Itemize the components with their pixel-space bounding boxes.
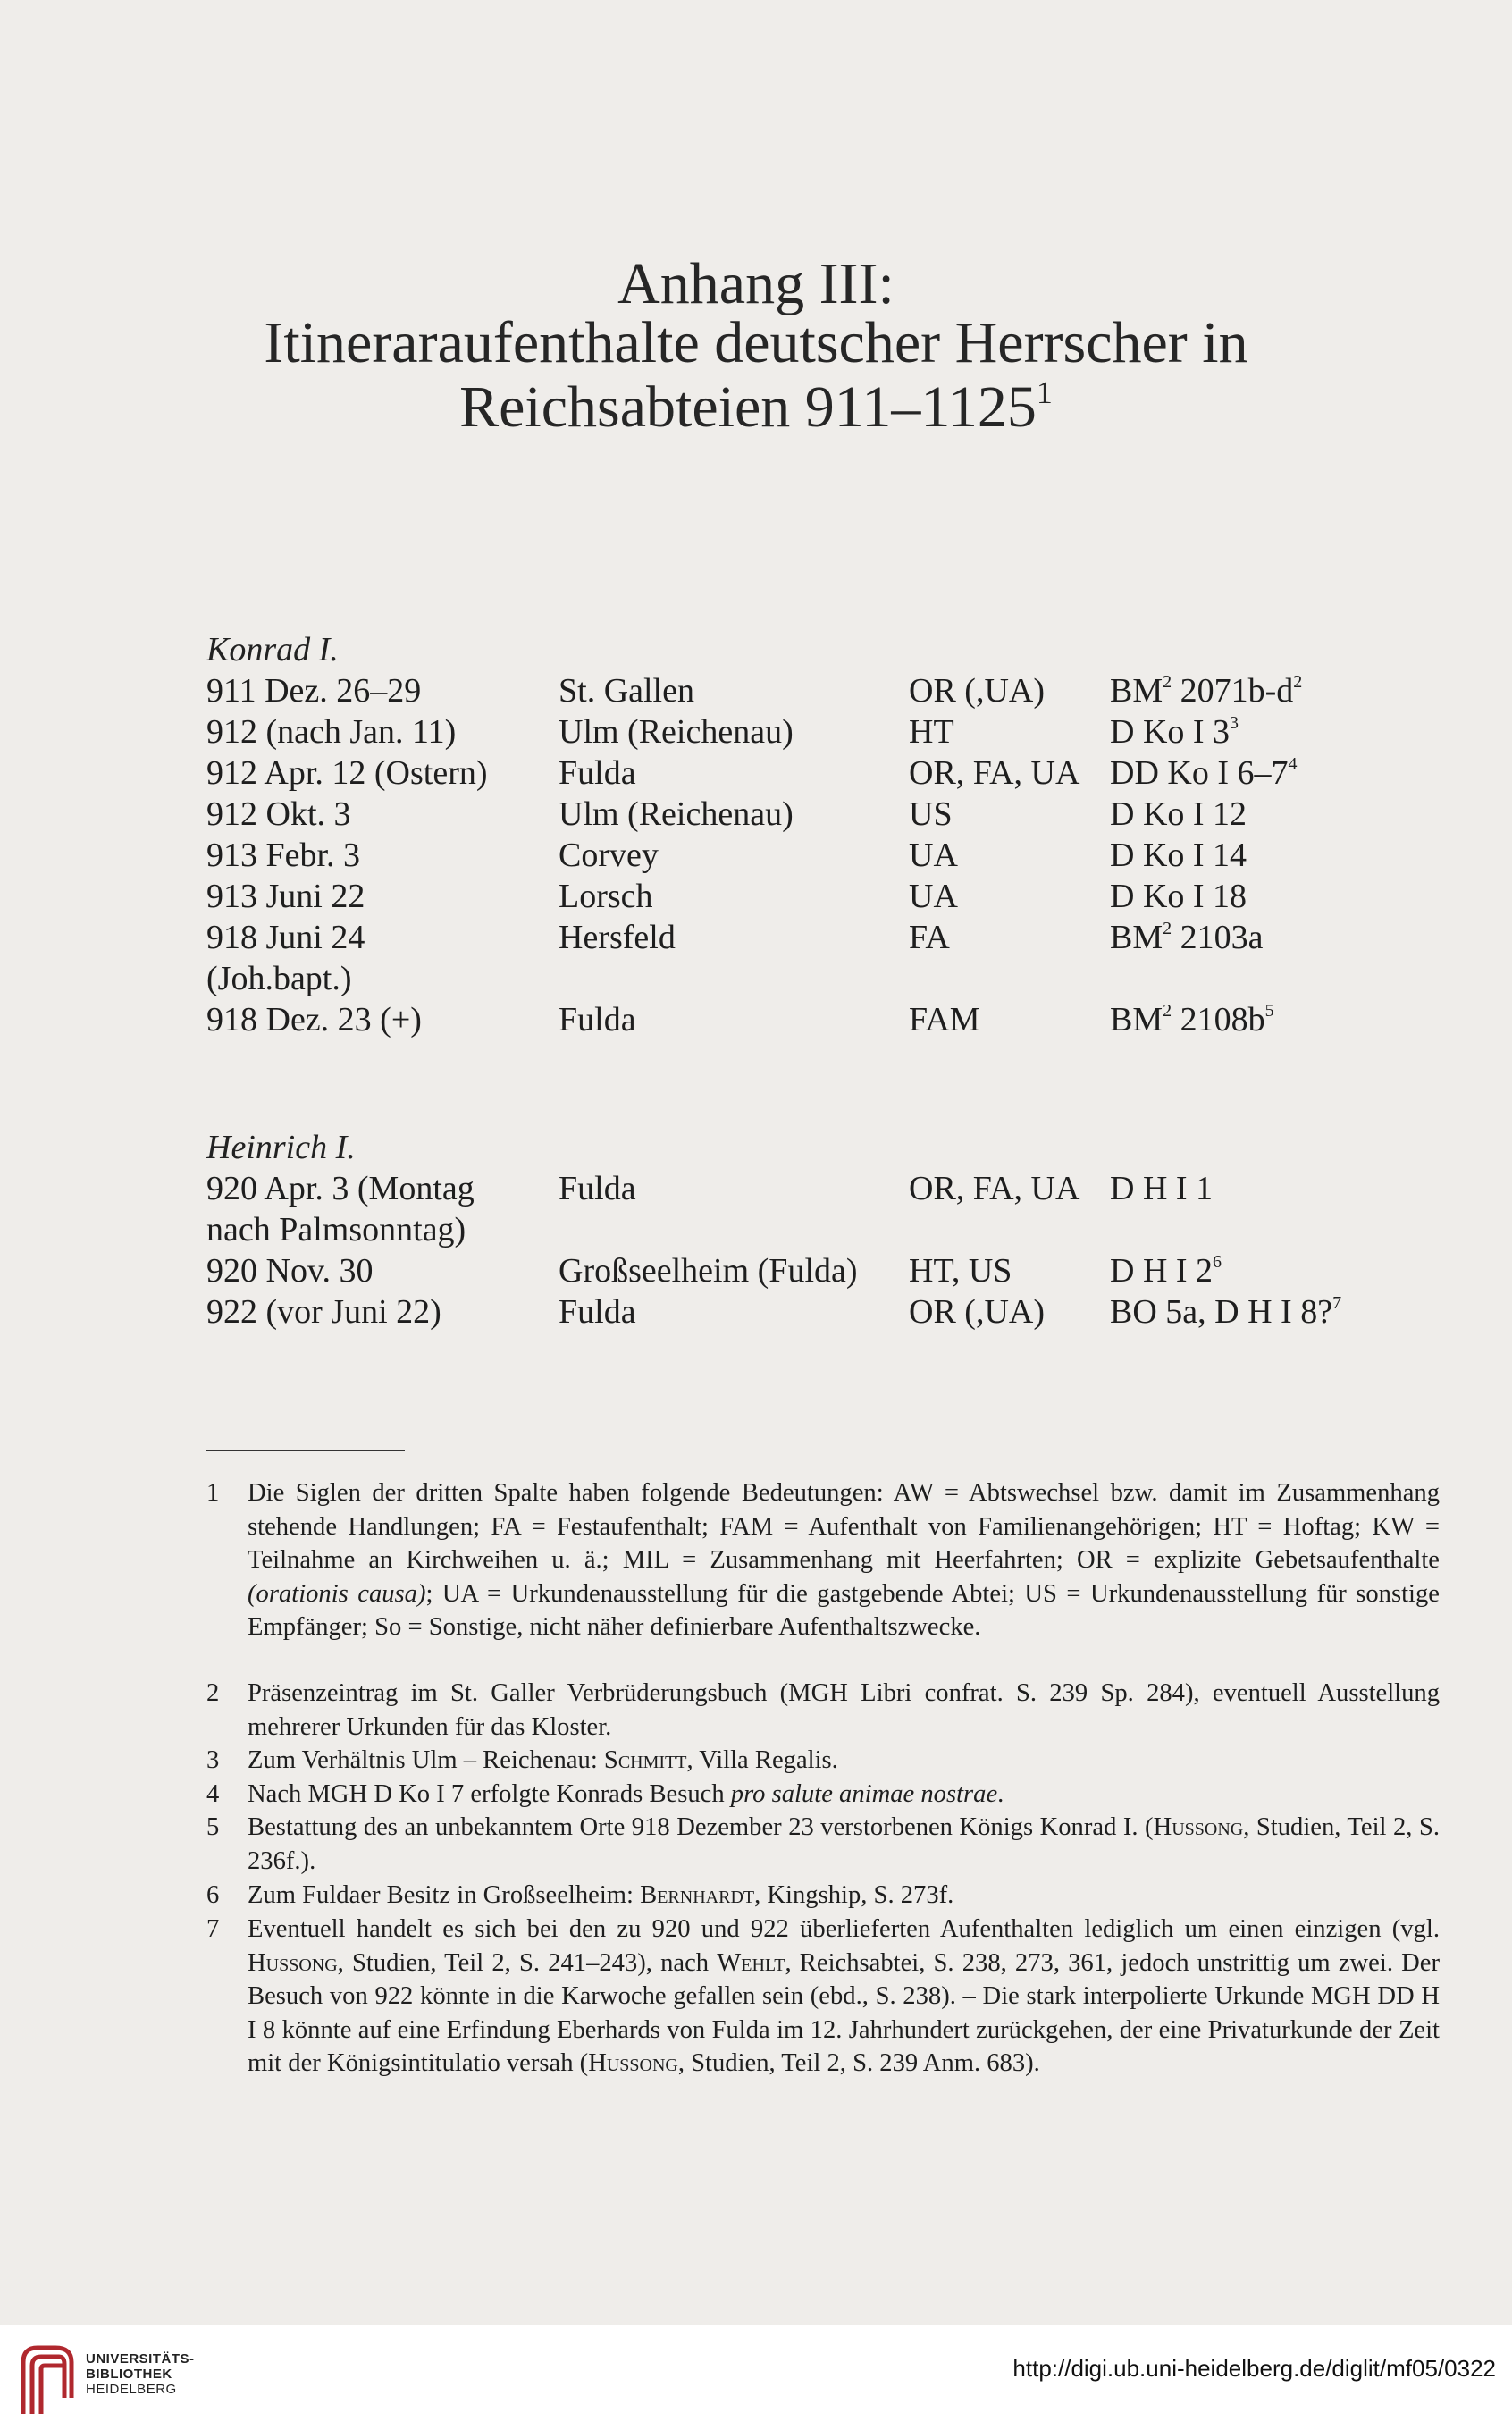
source-cell: D Ko I 14 <box>1110 837 1247 874</box>
library-footer <box>0 2325 1512 2430</box>
superscript: 2 <box>1163 919 1172 938</box>
table-row <box>206 1000 1413 1041</box>
page-title-line-3: Reichsabteien 911–1125$^1$ <box>459 374 1053 440</box>
footnote-text: Die Siglen der dritten Spalte haben folgende Bedeutungen: AW = Abtswechsel bzw. damit im Zusammenhang stehende Handlungen; FA = Festaufenthalt; FAM = Aufenthalt von Familienangehörigen; HT = Hoftag; KW = Teilnahme an Kirchweihen u. ä.; MIL = Zusammenhang mit Heerfahrten; OR = explizite Gebetsaufenthalte (orationis causa); UA = Urkundenausstellung für die gastgebende Abtei; US = Urkundenausstellung für sonstige Empfänger; So = Sonstige, nicht näher definierbare Aufenthaltszwecke. <box>248 1479 1440 1641</box>
table-row <box>206 1292 1413 1333</box>
footnote-number: 3 <box>206 1746 220 1774</box>
table-row <box>206 671 1413 712</box>
author-name: Bernhardt <box>640 1881 755 1909</box>
source-cell: $BM^2$ $2071b-d^2$ <box>1110 672 1303 710</box>
footnote-text: Zum Verhältnis Ulm – Reichenau: Schmitt, Villa Regalis. <box>248 1746 838 1774</box>
footnote-ref: 6 <box>1213 1252 1222 1272</box>
source-cell: BO 5a, D H I 8?$^7$ <box>1110 1293 1342 1331</box>
footnote-text: Zum Fuldaer Besitz in Großseelheim: Bernhardt, Kingship, S. 273f. <box>248 1881 954 1909</box>
source-cell: D H I $2^6$ <box>1110 1252 1222 1290</box>
date-cell: 913 Febr. 3 <box>206 837 361 874</box>
type-cell: FAM <box>909 1001 980 1038</box>
footnote-text: Präsenzeintrag im St. Galler Verbrüderungsbuch (MGH Libri confrat. S. 239 Sp. 284), eventuell Ausstellung mehrerer Urkunden für das Kloster. <box>248 1679 1440 1741</box>
author-name: Wehlt <box>717 1948 785 1977</box>
place-cell: Lorsch <box>559 878 653 915</box>
place-cell: Fulda <box>559 754 636 792</box>
source-cell: D Ko I 12 <box>1110 795 1247 833</box>
place-cell: Hersfeld <box>559 919 676 956</box>
table-row <box>206 1169 1413 1210</box>
footnote-text: Bestattung des an unbekanntem Orte 918 Dezember 23 verstorbenen Königs Konrad I. (Hussong, Studien, Teil 2, S. 236f.). <box>248 1813 1440 1875</box>
page-title-line-1: Anhang III: <box>617 251 895 316</box>
date-cell: nach Palmsonntag) <box>206 1211 466 1249</box>
footnote-number: 2 <box>206 1679 220 1707</box>
source-cell: D H I 1 <box>1110 1170 1214 1207</box>
date-cell: 920 Nov. 30 <box>206 1252 374 1290</box>
footnote-ref: 2 <box>1293 672 1303 692</box>
date-cell: 912 Okt. 3 <box>206 795 351 833</box>
footnote-text: Nach MGH D Ko I 7 erfolgte Konrads Besuch pro salute animae nostrae. <box>248 1780 1004 1808</box>
footnote-number: 6 <box>206 1881 220 1909</box>
date-cell: 922 (vor Juni 22) <box>206 1293 441 1331</box>
type-cell: OR, FA, UA <box>909 754 1080 792</box>
page-title-line-2: Itineraraufenthalte deutscher Herrscher in <box>264 310 1248 375</box>
type-cell: FA <box>909 919 950 956</box>
italic-text: pro salute animae nostrae <box>730 1780 998 1808</box>
source-cell: $BM^2$ 2103a <box>1110 919 1264 956</box>
author-name: Hussong <box>588 2049 678 2077</box>
place-cell: St. Gallen <box>559 672 694 710</box>
source-url-link[interactable]: http://digi.ub.uni-heidelberg.de/diglit/mf05/0322 <box>1012 2355 1496 2382</box>
ruler-name: Konrad I. <box>206 631 339 668</box>
author-name: Hussong <box>248 1948 338 1977</box>
date-cell: 911 Dez. 26–29 <box>206 672 422 710</box>
type-cell: HT, US <box>909 1252 1012 1290</box>
table-row <box>206 1251 1413 1292</box>
date-cell: 918 Juni 24 <box>206 919 365 956</box>
superscript: 2 <box>1163 1001 1172 1021</box>
type-cell: UA <box>909 878 958 915</box>
italic-text: (orationis causa) <box>248 1579 426 1608</box>
source-cell: D Ko I $3^3$ <box>1110 713 1239 751</box>
date-cell: 913 Juni 22 <box>206 878 365 915</box>
type-cell: OR (,UA) <box>909 1293 1045 1331</box>
place-cell: Fulda <box>559 1001 636 1038</box>
footnote-ref: 4 <box>1288 754 1298 774</box>
place-cell: Corvey <box>559 837 659 874</box>
footnote-separator <box>206 1450 405 1451</box>
place-cell: Ulm (Reichenau) <box>559 713 794 751</box>
author-name: Schmitt <box>603 1746 687 1774</box>
source-cell: D Ko I 18 <box>1110 878 1247 915</box>
table-row <box>206 877 1413 918</box>
date-cell: 920 Apr. 3 (Montag <box>206 1170 475 1207</box>
ruler-name: Heinrich I. <box>206 1129 356 1166</box>
type-cell: US <box>909 795 953 833</box>
footnote-ref: 7 <box>1332 1293 1342 1313</box>
table-row-continuation <box>206 959 1413 1000</box>
author-name: Hussong <box>1153 1813 1244 1841</box>
place-cell: Fulda <box>559 1293 636 1331</box>
table-row-continuation <box>206 1210 1413 1251</box>
table-row <box>206 753 1413 795</box>
type-cell: HT <box>909 713 954 751</box>
footnote-text: Eventuell handelt es sich bei den zu 920 und 922 überlieferten Aufenthalten lediglich um einen einzigen (vgl. Hussong, Studien, Teil 2, S. 241–243), nach Wehlt, Reichsabtei, S. 238, 273, 361, jedoch unstrittig um zwei. Der Besuch von 922 könnte in die Karwoche gefallen sein (ebd., S. 238). – Die stark interpolierte Urkunde MGH DD H I 8 könnte auf eine Erfindung Eberhards von Fulda im 12. Jahrhundert zurückgehen, der eine Privaturkunde der Zeit mit der Königsintitulatio versah (Hussong, Studien, Teil 2, S. 239 Anm. 683). <box>248 1915 1440 2077</box>
table-row <box>206 836 1413 877</box>
type-cell: OR (,UA) <box>909 672 1045 710</box>
library-logo-icon <box>16 2335 79 2420</box>
library-logo-text: UNIVERSITÄTS- BIBLIOTHEK HEIDELBERG <box>86 2351 195 2397</box>
table-row <box>206 795 1413 836</box>
type-cell: UA <box>909 837 958 874</box>
date-cell: 918 Dez. 23 (+) <box>206 1001 422 1038</box>
place-cell: Fulda <box>559 1170 636 1207</box>
footnote-number: 5 <box>206 1813 220 1841</box>
superscript: 2 <box>1163 672 1172 692</box>
footnote-number: 4 <box>206 1780 220 1808</box>
date-cell: 912 Apr. 12 (Ostern) <box>206 754 488 792</box>
footnote-number: 1 <box>206 1479 220 1507</box>
table-row <box>206 712 1413 753</box>
footnote-ref: 3 <box>1230 713 1239 733</box>
place-cell: Großseelheim (Fulda) <box>559 1252 858 1290</box>
source-cell: DD Ko I $6-7^4$ <box>1110 754 1298 792</box>
date-cell: 912 (nach Jan. 11) <box>206 713 457 751</box>
footnote-ref: 5 <box>1264 1001 1274 1021</box>
source-cell: $BM^2$ $2108b^5$ <box>1110 1001 1274 1038</box>
place-cell: Ulm (Reichenau) <box>559 795 794 833</box>
type-cell: OR, FA, UA <box>909 1170 1080 1207</box>
table-row <box>206 918 1413 959</box>
footnote-ref: 1 <box>1036 374 1053 410</box>
footnote-number: 7 <box>206 1915 220 1943</box>
date-cell: (Joh.bapt.) <box>206 960 352 997</box>
